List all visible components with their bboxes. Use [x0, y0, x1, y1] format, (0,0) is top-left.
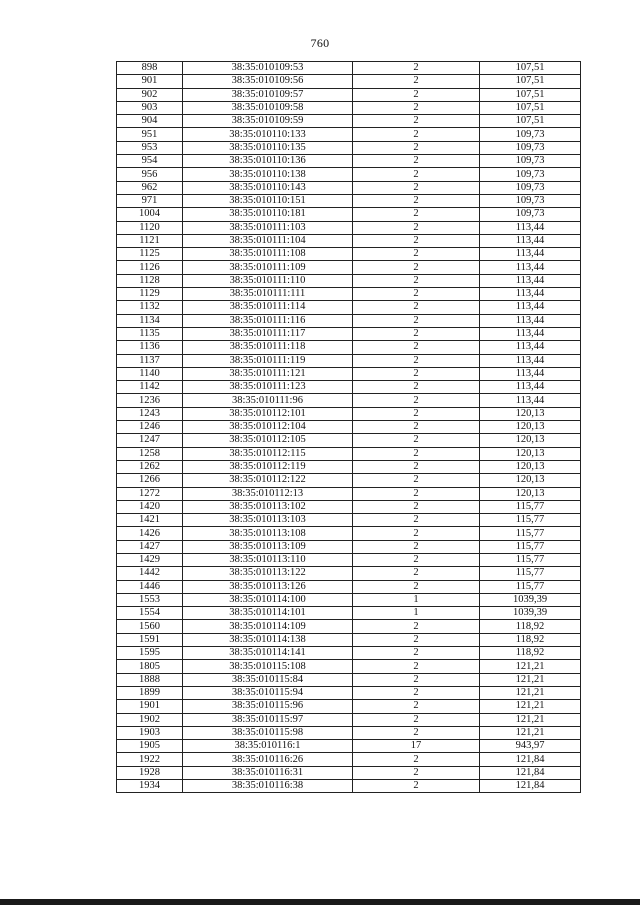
table-row [117, 394, 581, 407]
page-number: 760 [310, 36, 330, 50]
area-cell: 121,84 [480, 780, 581, 793]
cadastral-number-cell: 38:35:010112:115 [183, 447, 353, 460]
area-cell: 115,77 [480, 567, 581, 580]
count-cell: 2 [353, 620, 480, 633]
count-cell: 2 [353, 314, 480, 327]
table-row [117, 208, 581, 221]
row-number-cell: 1442 [117, 567, 183, 580]
cadastral-number-cell: 38:35:010112:101 [183, 407, 353, 420]
cadastral-number-cell: 38:35:010110:181 [183, 208, 353, 221]
table-row [117, 407, 581, 420]
cadastral-number-cell: 38:35:010113:110 [183, 553, 353, 566]
count-cell: 2 [353, 367, 480, 380]
count-cell: 2 [353, 567, 480, 580]
table-row [117, 381, 581, 394]
area-cell: 121,21 [480, 660, 581, 673]
table-row [117, 514, 581, 527]
row-number-cell: 898 [117, 62, 183, 75]
count-cell: 2 [353, 194, 480, 207]
area-cell: 120,13 [480, 474, 581, 487]
table-row [117, 713, 581, 726]
row-number-cell: 1928 [117, 766, 183, 779]
count-cell: 2 [353, 647, 480, 660]
cadastral-number-cell: 38:35:010111:108 [183, 248, 353, 261]
area-cell: 107,51 [480, 115, 581, 128]
table-row [117, 434, 581, 447]
count-cell: 2 [353, 447, 480, 460]
table-row [117, 274, 581, 287]
table-row [117, 194, 581, 207]
area-cell: 109,73 [480, 181, 581, 194]
table-row [117, 580, 581, 593]
area-cell: 943,97 [480, 740, 581, 753]
area-cell: 121,84 [480, 766, 581, 779]
row-number-cell: 1901 [117, 700, 183, 713]
table-row [117, 500, 581, 513]
area-cell: 115,77 [480, 580, 581, 593]
table-row [117, 88, 581, 101]
area-cell: 115,77 [480, 540, 581, 553]
row-number-cell: 1004 [117, 208, 183, 221]
area-cell: 113,44 [480, 381, 581, 394]
count-cell: 2 [353, 540, 480, 553]
row-number-cell: 1243 [117, 407, 183, 420]
cadastral-number-cell: 38:35:010111:104 [183, 234, 353, 247]
area-cell: 118,92 [480, 633, 581, 646]
count-cell: 2 [353, 248, 480, 261]
count-cell: 2 [353, 274, 480, 287]
row-number-cell: 1934 [117, 780, 183, 793]
cadastral-number-cell: 38:35:010115:108 [183, 660, 353, 673]
row-number-cell: 1805 [117, 660, 183, 673]
count-cell: 2 [353, 221, 480, 234]
area-cell: 118,92 [480, 620, 581, 633]
table-row [117, 288, 581, 301]
row-number-cell: 1902 [117, 713, 183, 726]
cadastral-number-cell: 38:35:010111:123 [183, 381, 353, 394]
row-number-cell: 1421 [117, 514, 183, 527]
table-row [117, 740, 581, 753]
cadastral-number-cell: 38:35:010116:1 [183, 740, 353, 753]
property-table [116, 61, 581, 793]
table-row [117, 101, 581, 114]
count-cell: 2 [353, 288, 480, 301]
row-number-cell: 954 [117, 155, 183, 168]
area-cell: 120,13 [480, 434, 581, 447]
cadastral-number-cell: 38:35:010111:96 [183, 394, 353, 407]
count-cell: 2 [353, 155, 480, 168]
row-number-cell: 1129 [117, 288, 183, 301]
area-cell: 113,44 [480, 301, 581, 314]
count-cell: 2 [353, 354, 480, 367]
cadastral-number-cell: 38:35:010110:136 [183, 155, 353, 168]
area-cell: 113,44 [480, 354, 581, 367]
table-row [117, 607, 581, 620]
area-cell: 109,73 [480, 141, 581, 154]
count-cell: 2 [353, 168, 480, 181]
cadastral-number-cell: 38:35:010112:104 [183, 421, 353, 434]
cadastral-number-cell: 38:35:010114:109 [183, 620, 353, 633]
table-row [117, 460, 581, 473]
cadastral-number-cell: 38:35:010114:138 [183, 633, 353, 646]
count-cell: 1 [353, 593, 480, 606]
area-cell: 121,21 [480, 726, 581, 739]
cadastral-number-cell: 38:35:010110:143 [183, 181, 353, 194]
table-row [117, 128, 581, 141]
cadastral-number-cell: 38:35:010109:59 [183, 115, 353, 128]
count-cell: 2 [353, 500, 480, 513]
area-cell: 109,73 [480, 155, 581, 168]
table-row [117, 753, 581, 766]
area-cell: 113,44 [480, 221, 581, 234]
cadastral-number-cell: 38:35:010113:102 [183, 500, 353, 513]
area-cell: 113,44 [480, 327, 581, 340]
cadastral-number-cell: 38:35:010109:53 [183, 62, 353, 75]
area-cell: 107,51 [480, 75, 581, 88]
table-row [117, 686, 581, 699]
cadastral-number-cell: 38:35:010110:133 [183, 128, 353, 141]
row-number-cell: 1121 [117, 234, 183, 247]
row-number-cell: 1136 [117, 341, 183, 354]
table-row [117, 421, 581, 434]
count-cell: 2 [353, 75, 480, 88]
area-cell: 113,44 [480, 394, 581, 407]
row-number-cell: 904 [117, 115, 183, 128]
area-cell: 120,13 [480, 487, 581, 500]
row-number-cell: 901 [117, 75, 183, 88]
table-row [117, 234, 581, 247]
area-cell: 113,44 [480, 288, 581, 301]
area-cell: 113,44 [480, 234, 581, 247]
area-cell: 115,77 [480, 500, 581, 513]
cadastral-number-cell: 38:35:010112:105 [183, 434, 353, 447]
cadastral-number-cell: 38:35:010115:98 [183, 726, 353, 739]
cadastral-number-cell: 38:35:010115:94 [183, 686, 353, 699]
area-cell: 121,21 [480, 686, 581, 699]
table-row [117, 75, 581, 88]
row-number-cell: 971 [117, 194, 183, 207]
count-cell: 2 [353, 381, 480, 394]
area-cell: 115,77 [480, 553, 581, 566]
row-number-cell: 1247 [117, 434, 183, 447]
area-cell: 120,13 [480, 421, 581, 434]
cadastral-number-cell: 38:35:010112:13 [183, 487, 353, 500]
table-row [117, 527, 581, 540]
area-cell: 109,73 [480, 194, 581, 207]
cadastral-number-cell: 38:35:010111:109 [183, 261, 353, 274]
count-cell: 2 [353, 62, 480, 75]
table-row [117, 115, 581, 128]
row-number-cell: 1132 [117, 301, 183, 314]
count-cell: 2 [353, 780, 480, 793]
table-row [117, 367, 581, 380]
area-cell: 120,13 [480, 460, 581, 473]
row-number-cell: 903 [117, 101, 183, 114]
cadastral-number-cell: 38:35:010113:109 [183, 540, 353, 553]
cadastral-number-cell: 38:35:010115:97 [183, 713, 353, 726]
count-cell: 2 [353, 527, 480, 540]
count-cell: 2 [353, 487, 480, 500]
area-cell: 113,44 [480, 261, 581, 274]
area-cell: 115,77 [480, 527, 581, 540]
row-number-cell: 1262 [117, 460, 183, 473]
cadastral-number-cell: 38:35:010111:110 [183, 274, 353, 287]
cadastral-number-cell: 38:35:010116:38 [183, 780, 353, 793]
cadastral-number-cell: 38:35:010116:31 [183, 766, 353, 779]
cadastral-number-cell: 38:35:010111:111 [183, 288, 353, 301]
table-row [117, 221, 581, 234]
cadastral-number-cell: 38:35:010110:151 [183, 194, 353, 207]
row-number-cell: 1126 [117, 261, 183, 274]
area-cell: 118,92 [480, 647, 581, 660]
count-cell: 2 [353, 713, 480, 726]
count-cell: 2 [353, 726, 480, 739]
row-number-cell: 956 [117, 168, 183, 181]
cadastral-number-cell: 38:35:010112:122 [183, 474, 353, 487]
cadastral-number-cell: 38:35:010114:141 [183, 647, 353, 660]
cadastral-number-cell: 38:35:010111:103 [183, 221, 353, 234]
table-row [117, 620, 581, 633]
area-cell: 121,84 [480, 753, 581, 766]
count-cell: 2 [353, 301, 480, 314]
table-row [117, 474, 581, 487]
count-cell: 2 [353, 88, 480, 101]
table-row [117, 766, 581, 779]
table-row [117, 248, 581, 261]
area-cell: 121,21 [480, 713, 581, 726]
area-cell: 109,73 [480, 168, 581, 181]
row-number-cell: 1905 [117, 740, 183, 753]
row-number-cell: 1134 [117, 314, 183, 327]
count-cell: 2 [353, 686, 480, 699]
table-row [117, 540, 581, 553]
table-row [117, 593, 581, 606]
table-row [117, 447, 581, 460]
row-number-cell: 1903 [117, 726, 183, 739]
table-row [117, 673, 581, 686]
cadastral-number-cell: 38:35:010113:108 [183, 527, 353, 540]
row-number-cell: 902 [117, 88, 183, 101]
area-cell: 1039,39 [480, 593, 581, 606]
table-row [117, 567, 581, 580]
row-number-cell: 1236 [117, 394, 183, 407]
count-cell: 2 [353, 341, 480, 354]
count-cell: 2 [353, 128, 480, 141]
count-cell: 2 [353, 553, 480, 566]
row-number-cell: 962 [117, 181, 183, 194]
table-row [117, 168, 581, 181]
area-cell: 113,44 [480, 274, 581, 287]
area-cell: 1039,39 [480, 607, 581, 620]
row-number-cell: 1266 [117, 474, 183, 487]
count-cell: 2 [353, 101, 480, 114]
row-number-cell: 1553 [117, 593, 183, 606]
count-cell: 2 [353, 434, 480, 447]
row-number-cell: 1595 [117, 647, 183, 660]
area-cell: 120,13 [480, 447, 581, 460]
row-number-cell: 1888 [117, 673, 183, 686]
cadastral-number-cell: 38:35:010109:56 [183, 75, 353, 88]
row-number-cell: 1922 [117, 753, 183, 766]
row-number-cell: 1135 [117, 327, 183, 340]
row-number-cell: 1446 [117, 580, 183, 593]
count-cell: 2 [353, 660, 480, 673]
count-cell: 2 [353, 580, 480, 593]
count-cell: 2 [353, 261, 480, 274]
scan-bottom-edge [0, 899, 640, 905]
area-cell: 113,44 [480, 248, 581, 261]
table-row [117, 181, 581, 194]
table-row [117, 700, 581, 713]
count-cell: 2 [353, 673, 480, 686]
row-number-cell: 1125 [117, 248, 183, 261]
count-cell: 2 [353, 141, 480, 154]
table-body [117, 62, 581, 793]
cadastral-number-cell: 38:35:010109:58 [183, 101, 353, 114]
count-cell: 2 [353, 753, 480, 766]
count-cell: 2 [353, 514, 480, 527]
cadastral-number-cell: 38:35:010113:122 [183, 567, 353, 580]
area-cell: 113,44 [480, 341, 581, 354]
area-cell: 113,44 [480, 367, 581, 380]
row-number-cell: 1427 [117, 540, 183, 553]
count-cell: 2 [353, 766, 480, 779]
cadastral-number-cell: 38:35:010114:100 [183, 593, 353, 606]
count-cell: 2 [353, 394, 480, 407]
cadastral-number-cell: 38:35:010111:114 [183, 301, 353, 314]
table-row [117, 62, 581, 75]
row-number-cell: 1120 [117, 221, 183, 234]
count-cell: 2 [353, 208, 480, 221]
count-cell: 2 [353, 474, 480, 487]
count-cell: 2 [353, 234, 480, 247]
row-number-cell: 951 [117, 128, 183, 141]
count-cell: 2 [353, 460, 480, 473]
cadastral-number-cell: 38:35:010113:103 [183, 514, 353, 527]
row-number-cell: 953 [117, 141, 183, 154]
row-number-cell: 1140 [117, 367, 183, 380]
area-cell: 121,21 [480, 673, 581, 686]
row-number-cell: 1429 [117, 553, 183, 566]
cadastral-number-cell: 38:35:010115:96 [183, 700, 353, 713]
cadastral-number-cell: 38:35:010111:117 [183, 327, 353, 340]
area-cell: 107,51 [480, 88, 581, 101]
row-number-cell: 1560 [117, 620, 183, 633]
area-cell: 109,73 [480, 208, 581, 221]
table-row [117, 155, 581, 168]
count-cell: 1 [353, 607, 480, 620]
cadastral-number-cell: 38:35:010112:119 [183, 460, 353, 473]
row-number-cell: 1142 [117, 381, 183, 394]
cadastral-number-cell: 38:35:010111:119 [183, 354, 353, 367]
row-number-cell: 1128 [117, 274, 183, 287]
cadastral-number-cell: 38:35:010113:126 [183, 580, 353, 593]
table-row [117, 647, 581, 660]
area-cell: 113,44 [480, 314, 581, 327]
table-row [117, 660, 581, 673]
table-row [117, 314, 581, 327]
cadastral-number-cell: 38:35:010116:26 [183, 753, 353, 766]
row-number-cell: 1258 [117, 447, 183, 460]
cadastral-number-cell: 38:35:010115:84 [183, 673, 353, 686]
cadastral-number-cell: 38:35:010114:101 [183, 607, 353, 620]
cadastral-number-cell: 38:35:010109:57 [183, 88, 353, 101]
table-row [117, 553, 581, 566]
row-number-cell: 1426 [117, 527, 183, 540]
count-cell: 17 [353, 740, 480, 753]
row-number-cell: 1137 [117, 354, 183, 367]
count-cell: 2 [353, 407, 480, 420]
table-row [117, 301, 581, 314]
area-cell: 109,73 [480, 128, 581, 141]
area-cell: 107,51 [480, 62, 581, 75]
count-cell: 2 [353, 181, 480, 194]
row-number-cell: 1554 [117, 607, 183, 620]
count-cell: 2 [353, 700, 480, 713]
count-cell: 2 [353, 421, 480, 434]
area-cell: 121,21 [480, 700, 581, 713]
cadastral-number-cell: 38:35:010111:118 [183, 341, 353, 354]
row-number-cell: 1246 [117, 421, 183, 434]
row-number-cell: 1591 [117, 633, 183, 646]
row-number-cell: 1420 [117, 500, 183, 513]
area-cell: 115,77 [480, 514, 581, 527]
table-row [117, 141, 581, 154]
count-cell: 2 [353, 115, 480, 128]
table-row [117, 341, 581, 354]
table-row [117, 633, 581, 646]
cadastral-number-cell: 38:35:010110:138 [183, 168, 353, 181]
table-row [117, 487, 581, 500]
area-cell: 107,51 [480, 101, 581, 114]
table-row [117, 726, 581, 739]
table-row [117, 354, 581, 367]
cadastral-number-cell: 38:35:010110:135 [183, 141, 353, 154]
row-number-cell: 1899 [117, 686, 183, 699]
table-row [117, 780, 581, 793]
area-cell: 120,13 [480, 407, 581, 420]
cadastral-number-cell: 38:35:010111:121 [183, 367, 353, 380]
cadastral-number-cell: 38:35:010111:116 [183, 314, 353, 327]
table-row [117, 261, 581, 274]
row-number-cell: 1272 [117, 487, 183, 500]
table-row [117, 327, 581, 340]
count-cell: 2 [353, 633, 480, 646]
count-cell: 2 [353, 327, 480, 340]
